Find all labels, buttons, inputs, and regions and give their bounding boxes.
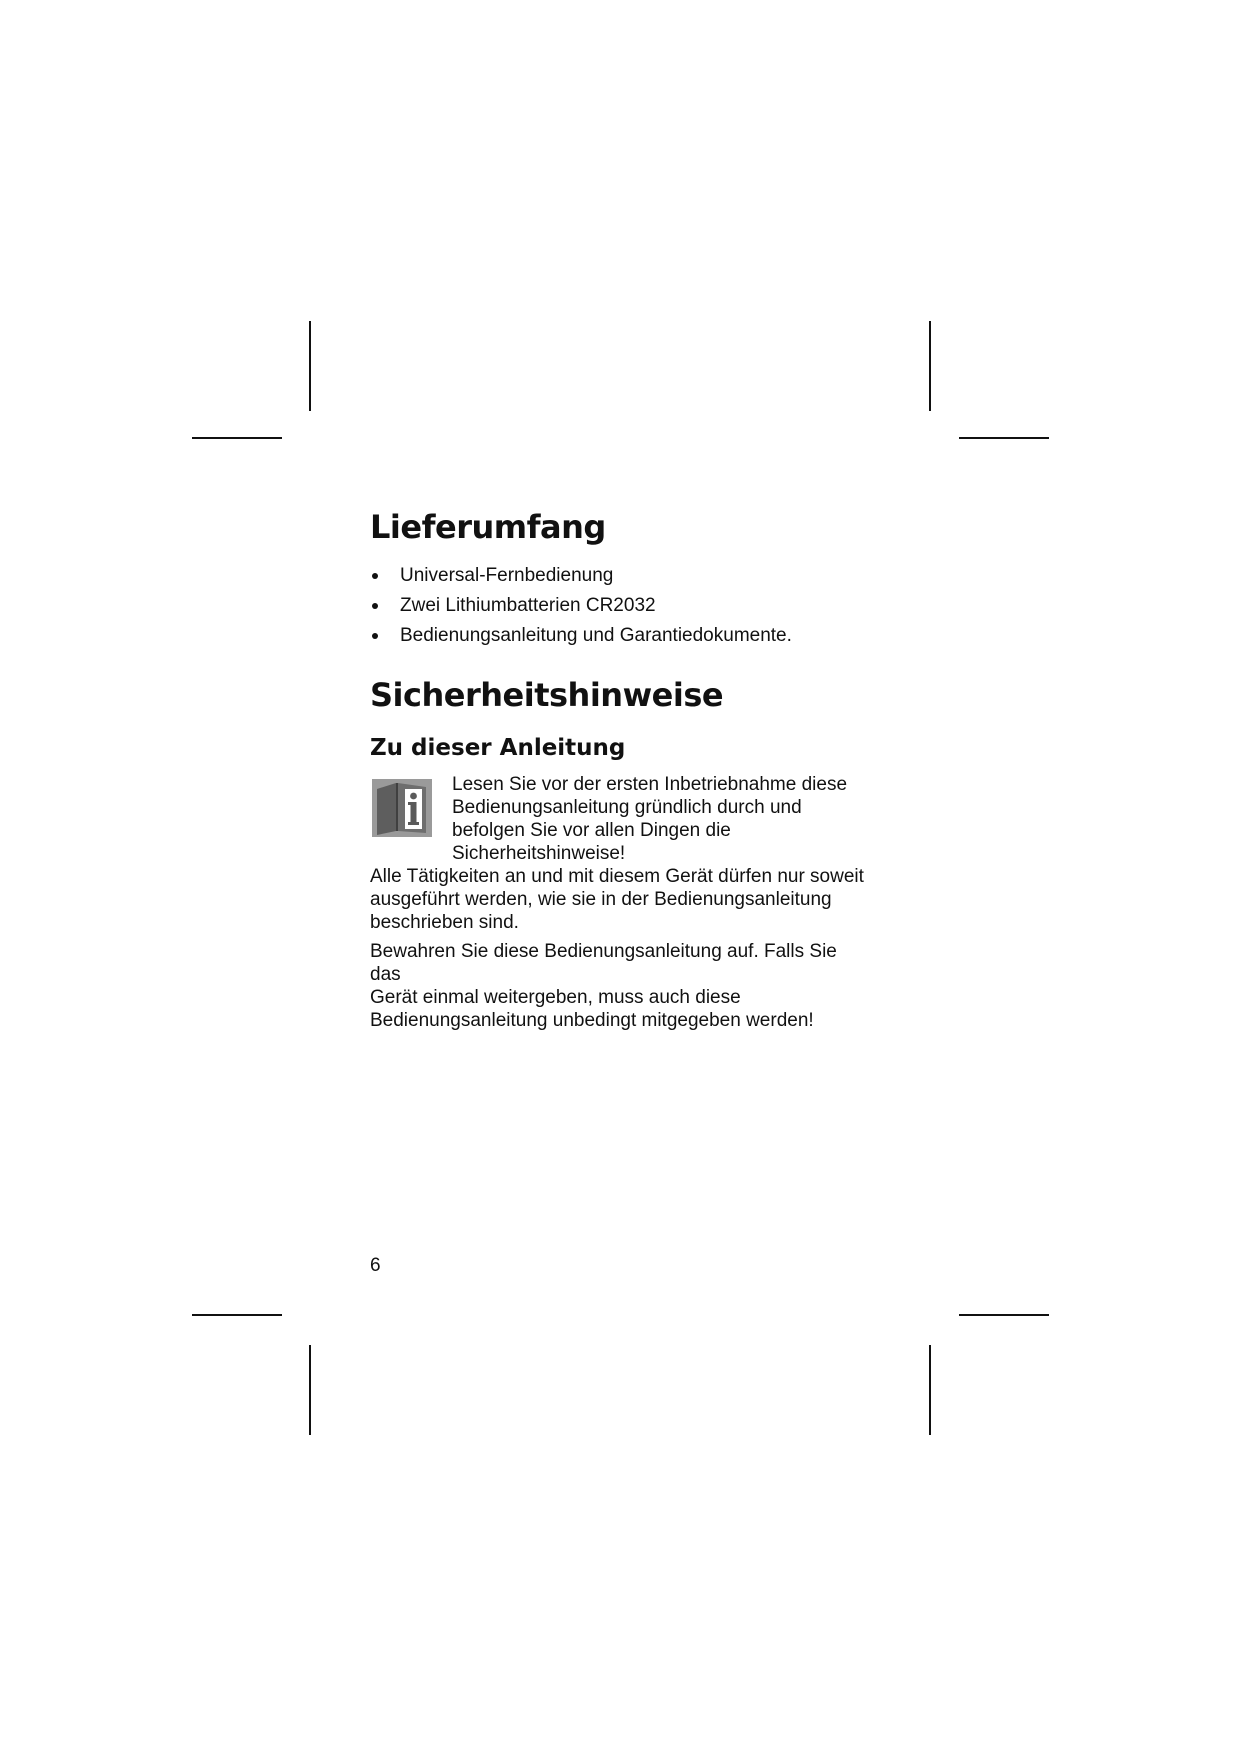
list-item: Universal-Fernbedienung (370, 561, 870, 591)
crop-mark-top-right-horizontal (959, 437, 1049, 439)
page-content (370, 505, 870, 1032)
info-book-icon (372, 779, 432, 837)
heading-sicherheitshinweise: Sicherheitshinweise (370, 676, 724, 714)
notice-text: Lesen Sie vor der ersten Inbetriebnahme diese Bedienungsanleitung gründlich durch und befolgen Sie vor allen Dingen die Sicherheitshinweise! (452, 774, 848, 864)
delivery-list (370, 561, 870, 651)
paragraph-keep-manual: Bewahren Sie diese Bedienungsanleitung auf. Falls Sie das Gerät einmal weitergeben, muss auch diese Bedienungsanleitung unbedingt mitgegeben werden! (370, 941, 837, 1031)
info-notice (370, 773, 870, 865)
bullet-icon (372, 603, 378, 609)
page-number: 6 (370, 1255, 381, 1276)
heading-lieferumfang: Lieferumfang (370, 508, 606, 546)
crop-mark-bottom-left-vertical (309, 1345, 311, 1435)
crop-mark-bottom-right-vertical (929, 1345, 931, 1435)
crop-mark-bottom-left-horizontal (192, 1314, 282, 1316)
subheading-zu-dieser-anleitung: Zu dieser Anleitung (370, 735, 626, 761)
bullet-icon (372, 573, 378, 579)
crop-mark-top-left-horizontal (192, 437, 282, 439)
crop-mark-top-left-vertical (309, 321, 311, 411)
paragraph-activities: Alle Tätigkeiten an und mit diesem Gerät dürfen nur soweit ausgeführt werden, wie sie in der Bedienungsanleitung beschrieben sind. (370, 866, 864, 933)
crop-mark-top-right-vertical (929, 321, 931, 411)
crop-mark-bottom-right-horizontal (959, 1314, 1049, 1316)
list-item: Bedienungsanleitung und Garantiedokumente. (370, 621, 870, 651)
bullet-icon (372, 633, 378, 639)
list-item: Zwei Lithiumbatterien CR2032 (370, 591, 870, 621)
